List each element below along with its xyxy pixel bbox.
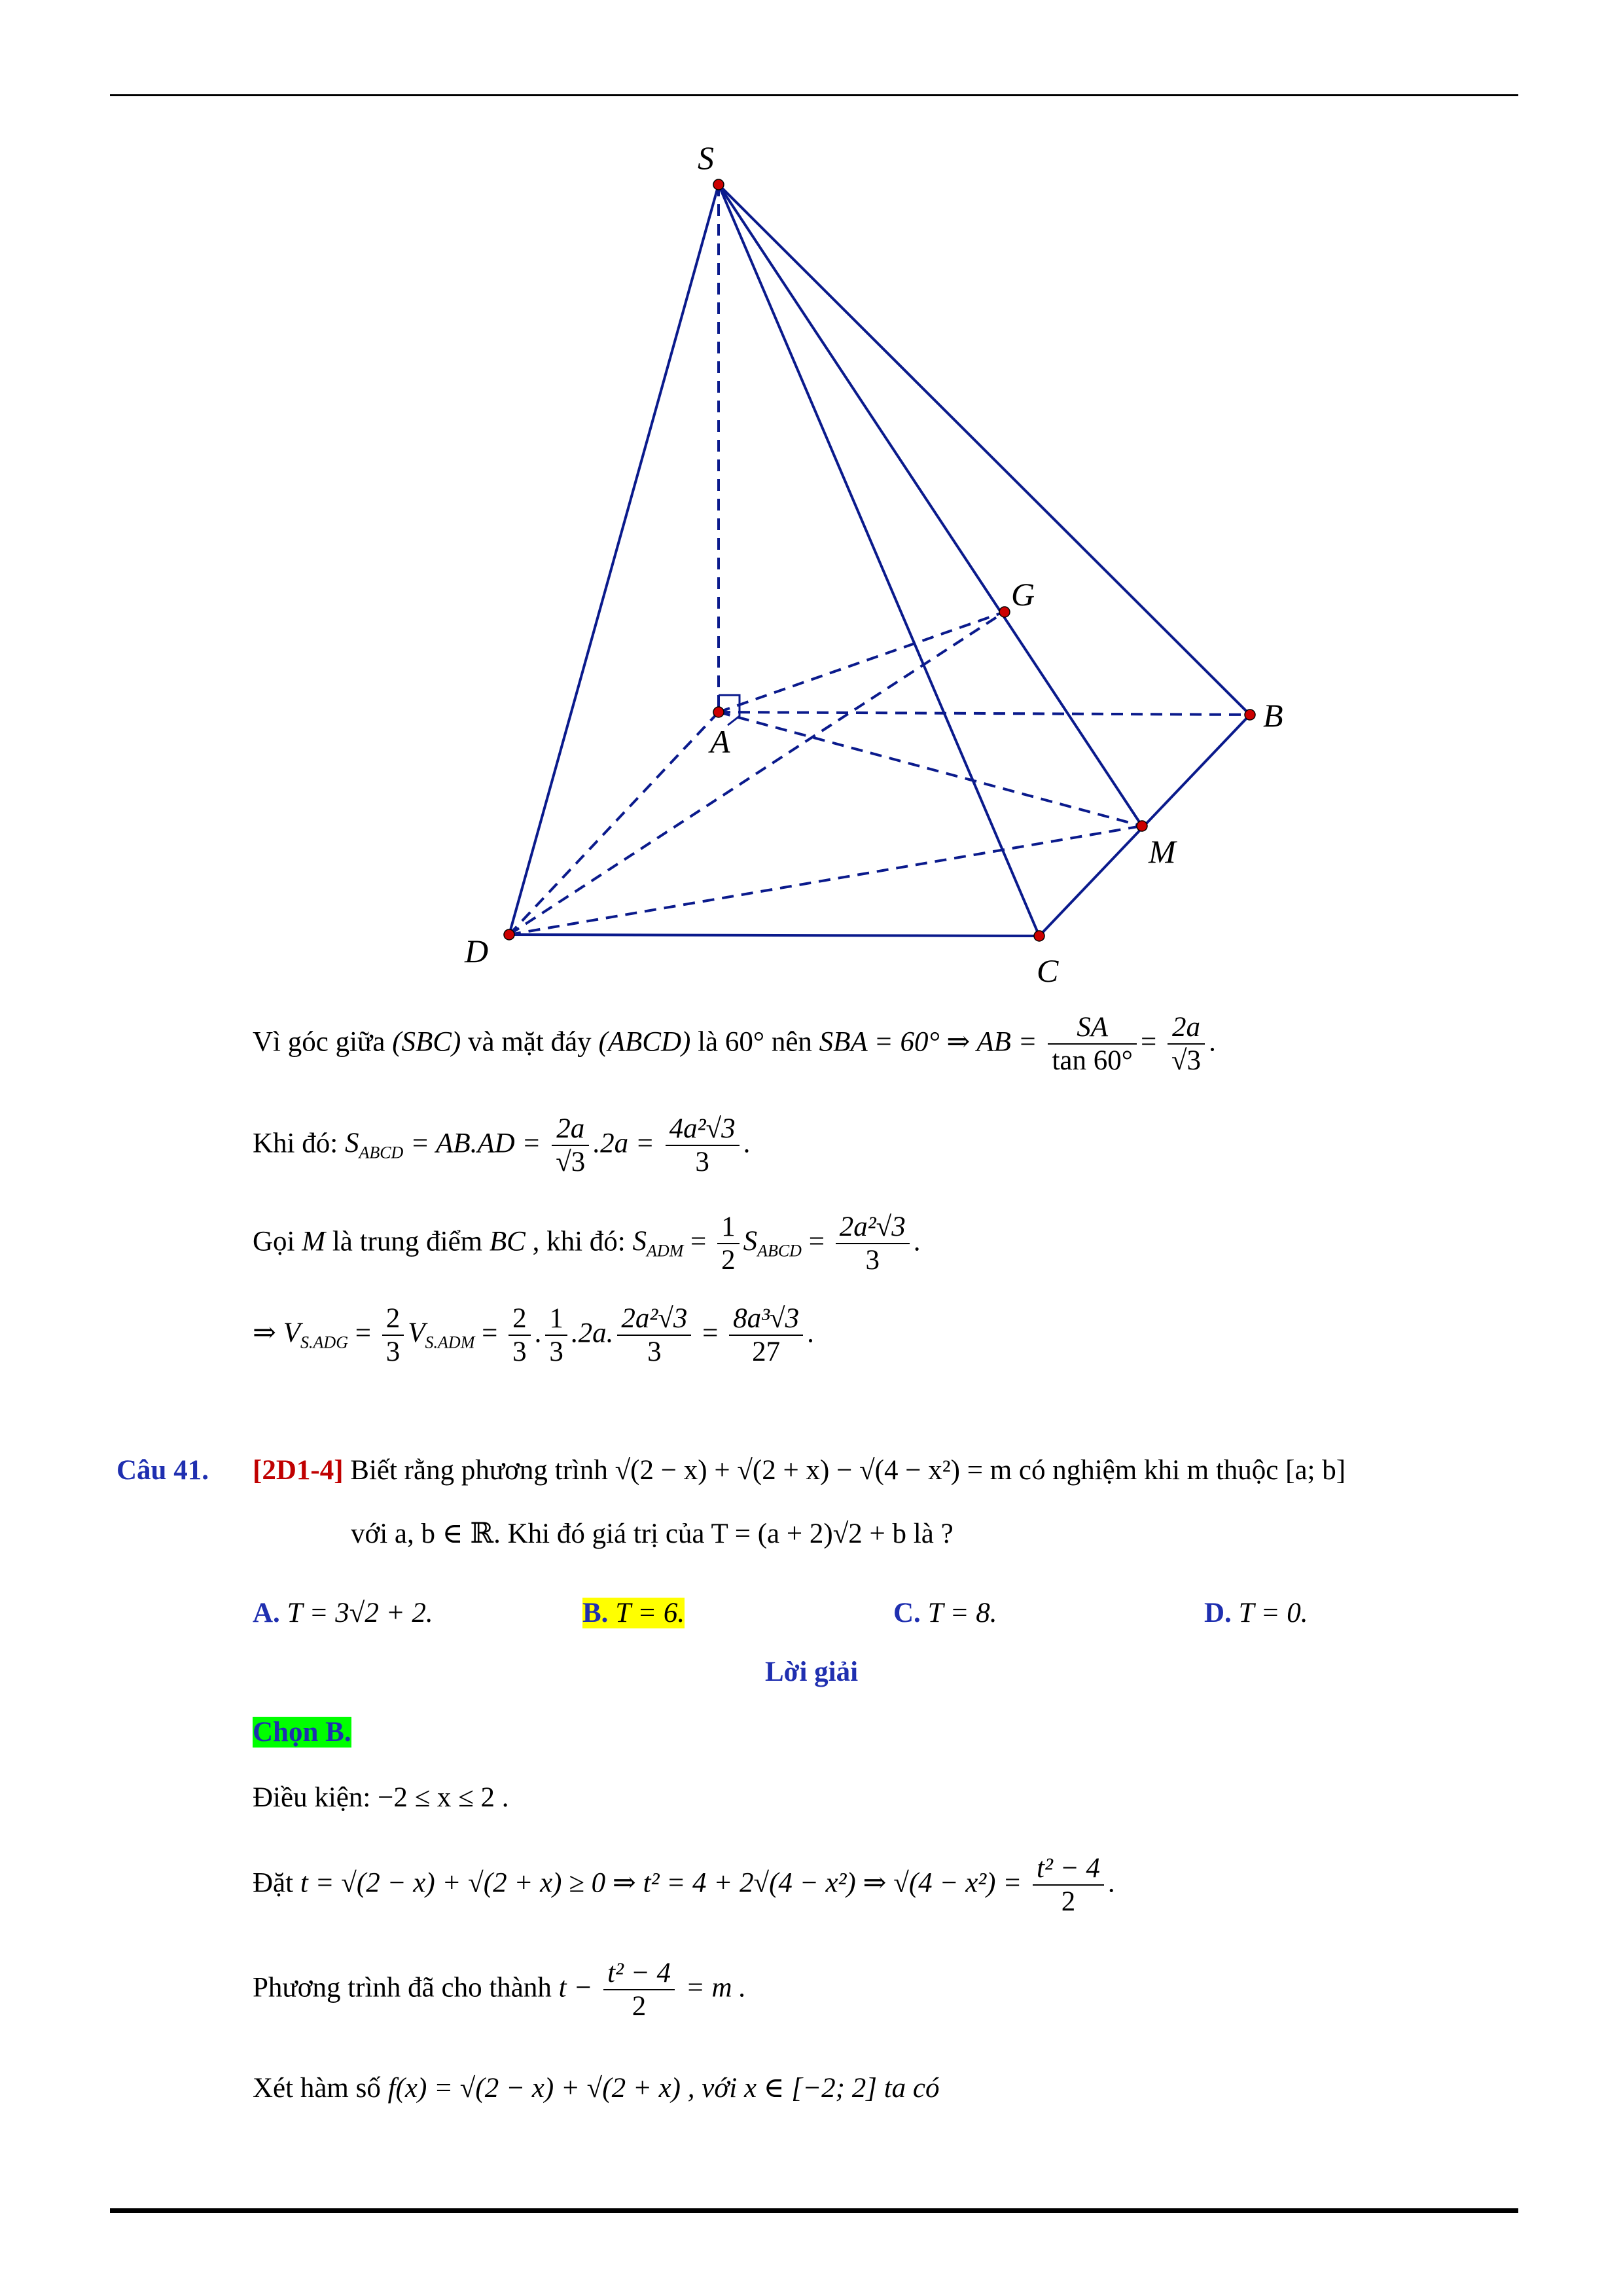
label-M: M	[1149, 833, 1176, 870]
edge-SB	[719, 185, 1250, 715]
question-text-2: với a, b ∈ ℝ. Khi đó giá trị của T = (a + 2)√2 + b là ?	[351, 1518, 954, 1549]
edge-SC	[719, 185, 1039, 936]
point-C	[1034, 931, 1044, 941]
solution-line-4: ⇒ $V_{S.ADG}$ = $\frac{2}{3}$ $V_{S.ADM}$ = $\frac{2}{3}$ . $\frac{1}{3}$ .2a. $\frac{\text{2a²√3}}{3}$ = $\frac{\text{8a³√3}}{27}$ .	[253, 1303, 814, 1368]
solution-line-3: Gọi M là trung điểm BC , khi đó: $S_{ADM}$ = $\frac{1}{2}$ $S_{ABCD}$ = $\frac{\text{2a²√3}}{3}$ .	[253, 1211, 921, 1276]
question-text-1: Biết rằng phương trình √(2 − x) + √(2 + x) − √(4 − x²) = m có nghiệm khi m thuộc [a; b]	[350, 1455, 1346, 1486]
label-C: C	[1037, 952, 1059, 989]
question-number: Câu 41.	[116, 1455, 209, 1486]
option-b: B. T = 6.	[582, 1598, 685, 1628]
pyramid-figure	[0, 0, 1623, 1021]
substitution-line: Đặt t = √(2 − x) + √(2 + x) ≥ 0 ⇒ t² = 4 + 2√(4 − x²) ⇒ √(4 − x²) = $\frac{\text{t² − 4}}{2}$ .	[253, 1853, 1115, 1918]
question-line-1	[253, 1454, 1346, 1486]
edge-DC	[509, 935, 1039, 936]
label-G: G	[1011, 576, 1035, 613]
edge-DG	[509, 612, 1005, 935]
solution-title: Lời giải	[764, 1657, 859, 1687]
choice-line	[253, 1716, 351, 1748]
edge-AB	[719, 712, 1250, 715]
solution-line-1: Vì góc giữa (SBC) và mặt đáy (ABCD) là 60° nên SBA = 60° ⇒ AB = $\frac{SA}{\tan 60^\circ}$ = $\frac{2a}{√3}$ .	[253, 1012, 1216, 1077]
question-tag: [2D1-4]	[253, 1455, 344, 1486]
point-B	[1245, 709, 1255, 720]
edge-SD	[509, 185, 719, 935]
label-D: D	[465, 933, 489, 969]
point-A	[713, 707, 724, 717]
option-c: C. T = 8.	[893, 1598, 997, 1628]
function-line: Xét hàm số f(x) = √(2 − x) + √(2 + x) , với x ∈ [−2; 2] ta có	[253, 2073, 940, 2104]
option-a: A. T = 3√2 + 2.	[253, 1598, 433, 1628]
point-D	[504, 929, 514, 940]
point-G	[999, 607, 1010, 617]
equation-line: Phương trình đã cho thành t − $\frac{\text{t² − 4}}{2}$ = m .	[253, 1958, 747, 2022]
condition-line: Điều kiện: −2 ≤ x ≤ 2 .	[253, 1782, 509, 1813]
option-d: D. T = 0.	[1204, 1598, 1308, 1628]
point-S	[713, 179, 724, 190]
footer-rule	[110, 2208, 1518, 2213]
edge-AG	[719, 612, 1005, 712]
label-S: S	[698, 139, 714, 176]
edge-DM	[509, 826, 1142, 935]
label-B: B	[1263, 697, 1283, 734]
point-M	[1137, 821, 1147, 831]
label-A: A	[710, 723, 730, 760]
chosen-answer: Chọn B.	[253, 1717, 351, 1748]
solution-line-2: Khi đó: $S_{ABCD} = AB.AD$ = $\frac{2a}{√3}$ .2a = $\frac{\text{4a²√3}}{3}$ .	[253, 1113, 751, 1178]
